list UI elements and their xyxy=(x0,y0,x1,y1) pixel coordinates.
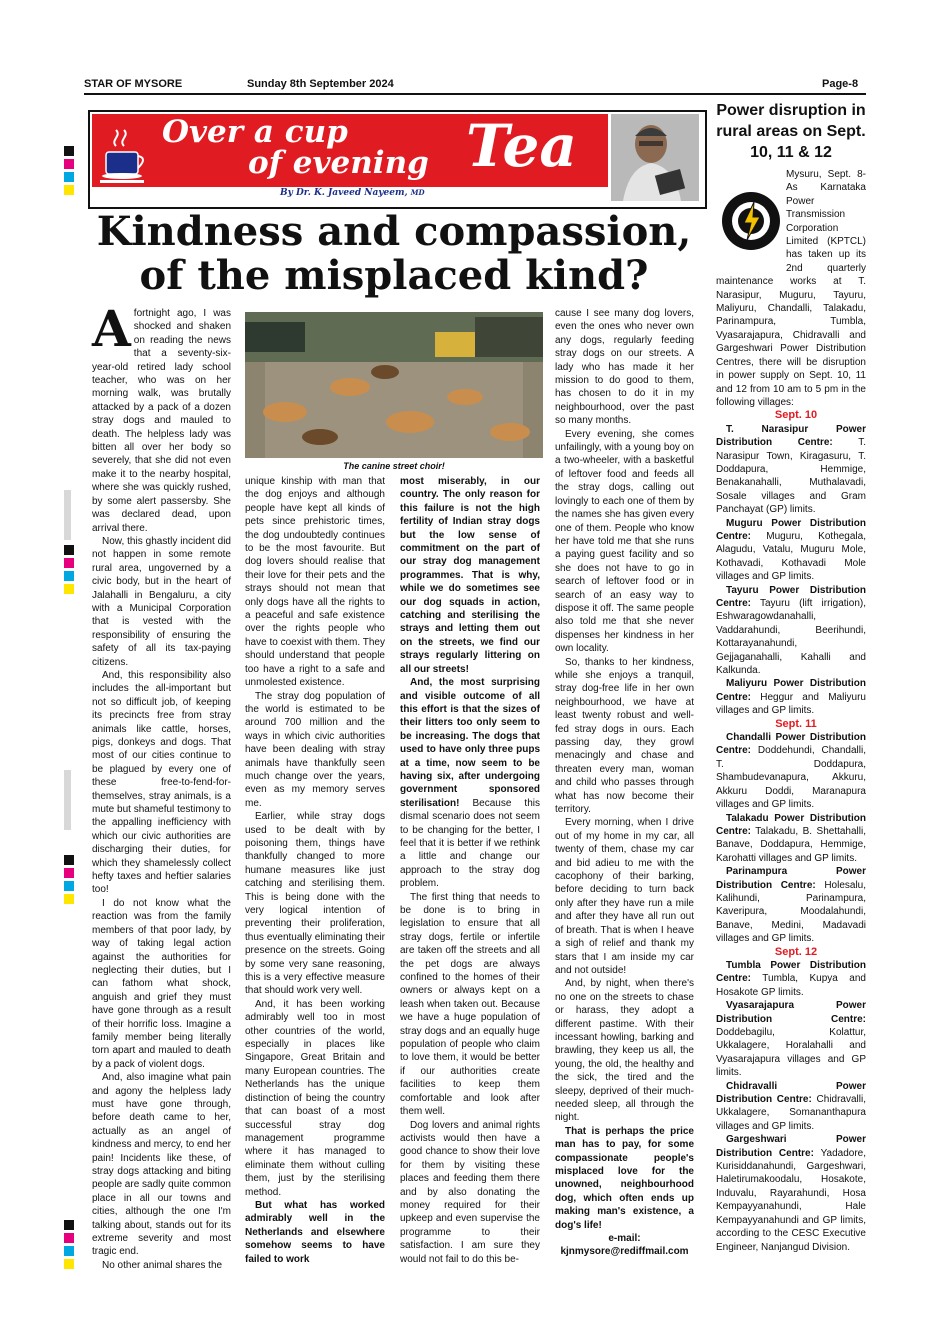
entry-text: T. Narasipur Town, Kiragasuru, T. Doddapura, Hemmige, Benakanahalli, Muthalavadi, Sosale villages and Gram Panchayat (GP) limits. xyxy=(716,437,866,516)
byline-suffix: MD xyxy=(410,188,425,197)
paragraph: unique kinship with man that the dog enjoys and although people have kept all kinds of pets since prehistoric times, the dog undoubtedly continues to be the most favourite. But dog lovers should realise that their love for their pets and the strays should not mean that only dogs have all the rights to a peaceful and safe existence over the rights people who have to coexist with them. They should understand that people too have a right to a safe and unmolested existence. xyxy=(245,476,385,689)
date-heading: Sept. 11 xyxy=(775,717,817,730)
logo-spacer xyxy=(716,168,786,266)
entry-text: Chidravalli, Ukkalagere, Somananthapura villages and GP limits. xyxy=(716,1094,866,1132)
paragraph: Dog lovers and animal rights activists would then have a good chance to show their love for them by visiting these places and feeding them there and by also donating the money required for their upkeep and even supervise the programme to their satisfaction. I am sure they would not fail to do this be- xyxy=(400,1119,540,1265)
issue-date: Sunday 8th September 2024 xyxy=(247,78,394,90)
dogs-photo xyxy=(245,312,543,458)
author-photo xyxy=(611,114,699,201)
article-headline-line2: of the misplaced kind? xyxy=(139,252,649,299)
entry-title: T. Narasipur Power Distribution Centre: xyxy=(716,423,866,449)
entry-title: Chidravalli Power Distribution Centre: xyxy=(716,1080,866,1106)
email-label: e-mail: xyxy=(608,1233,641,1245)
paragraph: I do not know what the reaction was from the family members of that poor lady, by way of taking legal action against the authorities for neglecting their duties, but I can fathom what shock, anguish and grief they must have gone through as a result of their horrific loss. Imagine a family member being literally torn apart and mauled to death by a pack of violent dogs. xyxy=(92,897,231,1070)
paragraph: The first thing that needs to be done is to bring in legislation to ensure that all stray dogs, fertile or infertile are taken off the streets and all the pet dogs are always confined to the homes of their owners or always kept on a leash when taken out. Because we have a huge population of stray dogs and an equally huge population of people who claim to love them, it would be better if our authorities create facilities to keep them comfortable and look after them well. xyxy=(400,891,540,1118)
entry-title: Vyasarajapura Power Distribution Centre: xyxy=(716,1000,866,1025)
entry xyxy=(716,812,866,866)
date-heading: Sept. 10 xyxy=(774,409,818,422)
entry xyxy=(716,731,866,811)
email-link[interactable]: kjnmysore@rediffmail.com xyxy=(560,1246,689,1258)
sidebar-body xyxy=(716,168,866,1263)
article-column-3 xyxy=(400,475,540,1265)
entry xyxy=(716,423,866,517)
entry-title: Chandalli Power Distribution Centre: xyxy=(716,732,866,757)
bold-span: And, the most surprising and visible outcome of all this effort is that the sizes of their litters too only seem to be increasing. The dogs that used to have only three pups at a time, now seem to be having six, after undergoing government sponsored sterilisation! xyxy=(400,677,540,809)
entry xyxy=(716,677,866,717)
drop-cap: A xyxy=(92,299,131,358)
paragraph: fortnight ago, I was shocked and shaken on reading the news that a seventy-six-year-old retired lady school teacher, who was on her morning walk, was brutally attacked by a pack of a dozen stray dogs and mauled to death. The helpless lady was bitten all over her body so severely, that she did not even make it to the nearby hospital, where she was quickly rushed, by some alert passersby. She was declared dead, upon arrival there. xyxy=(92,308,231,534)
entry xyxy=(716,959,866,999)
paragraph: But what has worked admirably well in the Netherlands and elsewhere somehow seems to have failed to work xyxy=(245,1199,385,1265)
banner-tea: Tea xyxy=(466,112,577,180)
sidebar-intro: Mysuru, Sept. 8- As Karnataka Power Transmission Corporation Limited (KPTCL) has taken up its 2nd quarterly maintenance works at T. Narasipur, Muguru, Tayuru, Maliyuru, Chandalli, Talakadu, Parinampura, Tumbla, Vyasarajapura, Chidravalli and Gargeshwari Power Distribution Centres, there will be disruption in power supply on Sept. 10, 11 and 12 from 10 am to 5 pm in the following villages: xyxy=(716,169,866,408)
paragraph: Now, this ghastly incident did not happen in some remote rural area, ungoverned by a civic body, but in the heart of Jalahalli in Bengaluru, a city with a Municipal Corporation that is vested with the responsibility of ensuring the safety of all its tax-paying citizens. xyxy=(92,535,231,668)
paragraph: And, by night, when there's no one on the streets to chase or harass, they adopt a different pastime. With their incessant howling, barking and brawling, they keep us all, the young, the old, the healthy and the sick, the tired and the sleepy, deprived of their much-needed sleep, all through the night. xyxy=(555,978,694,1124)
entry-text: Doddehundi, Chandalli, T. Doddapura, Shambudevanapura, Akkuru, Akkuru Doddi, Maranapura villages and GP limits. xyxy=(716,745,866,811)
entry-title: Tayuru Power Distribution Centre: xyxy=(716,584,866,609)
paragraph: Every evening, she comes unfailingly, with a young boy on a two-wheeler, with a basketful of leftover food and feeds all the stray dogs, calling out lovingly to each one of them by the names she has given every one of them. People who know her have told me that she runs a paying guest facility and so she does not have to go in search of leftover food or in search of an easy way to dispose it off. The same people also told me that she never dispenses her kindness in her own locality. xyxy=(555,428,694,655)
photo-caption: The canine street choir! xyxy=(343,461,445,471)
article-column-1 xyxy=(92,299,231,1271)
entry-text: Doddebagilu, Kolattur, Ukkalagere, Horalahalli and Vyasarajapura villages and GP limits. xyxy=(716,1027,866,1079)
entry-text: Talakadu, B. Shettahalli, Banave, Doddapura, Hemmige, Karohatti villages and GP limits. xyxy=(716,825,866,864)
tea-cup-icon xyxy=(98,128,154,188)
entry-title: Muguru Power Distribution Centre: xyxy=(716,517,866,542)
entry-text: Tayuru (lift irrigation), Eshwaragowdanahalli, Vaddarahundi, Beerihundi, Kottarayanahundi, Gejjaganahalli, Kahalli and Kalkunda. xyxy=(716,598,866,677)
page-number: Page-8 xyxy=(822,78,859,90)
paragraph: cause I see many dog lovers, even the ones who never own any dogs, regularly feeding stray dogs on our streets. A lady who has made it her mission to do good to them, has chosen to do it in my neighbourhood, over the past so many months. xyxy=(555,308,694,427)
paragraph: And, it has been working admirably well too in most other countries of the world, especially in places like Singapore, Great Britain and many European countries. The Netherlands has the unique distinction of being the country that can boast of a most successful stray dog management programme where it has managed to eliminate them without culling them, just by the sterilising method. xyxy=(245,998,385,1198)
banner-underline xyxy=(92,184,608,187)
entry-text: Tumbla, Kupya and Hosakote GP limits. xyxy=(716,973,866,998)
banner-byline xyxy=(280,188,425,198)
paragraph: Earlier, while stray dogs used to be dealt with by poisoning them, things have thankfully changed to more humane measures like just catching and sterilising them. This is being done with the very logical intention of preventing their proliferation, thus eventually eliminating their presence on the streets. Going by some very sane reasoning, this is a very effective measure that should work very well. xyxy=(245,811,385,997)
entry-title: Maliyuru Power Distribution Centre: xyxy=(716,678,866,703)
entry-text: Holesalu, Kalihundi, Parinampura, Kaveripura, Moodalahundi, Banave, Medini, Madavadi villages and GP limits. xyxy=(716,879,867,945)
banner-line1: Over a cup xyxy=(162,114,348,150)
paragraph: The stray dog population of the world is estimated to be around 700 million and the ways in which civic authorities have been dealing with stray animals have thankfully seen much change over the years, even as my memory serves me. xyxy=(245,690,385,809)
entry-title: Parinampura Power Distribution Centre: xyxy=(716,866,866,891)
entry xyxy=(716,1133,866,1254)
paragraph: That is perhaps the price man has to pay, for some compassionate people's misplaced love for the unowned, neighbourhood dog, which often ends up making man's existence, a dog's life! xyxy=(555,1125,694,1231)
paragraph xyxy=(400,676,540,891)
paragraph: Every morning, when I drive out of my home in my car, all twenty of them, chase my car and bid adieu to me with the cacophony of their barking, before deciding to turn back only after they have run a mile and after they have all run out of breath. That is when I heave a sigh of relief and thank my stars that I am inside my car and not outside! xyxy=(555,817,694,976)
article-headline-line1: Kindness and compassion, xyxy=(96,208,692,255)
byline-name: By Dr. K. Javeed Nayeem, xyxy=(280,188,408,198)
entry xyxy=(716,584,866,678)
entry xyxy=(716,1080,866,1134)
banner-line2: of evening xyxy=(248,145,429,181)
paper-name: STAR OF MYSORE xyxy=(84,78,183,90)
paragraph: most miserably, in our country. The only reason for this failure is not the high fertility of Indian stray dogs but the low sense of commitment on the part of our stray dog management programmes. That is why, while we do sometimes see our dog squads in action, catching and sterilising the strays and letting them out on the streets, we find our strays regularly littering on all our streets! xyxy=(400,476,540,675)
article-column-4 xyxy=(555,307,694,1258)
entry xyxy=(716,865,866,945)
paragraph: And, also imagine what pain and agony the helpless lady must have gone through, before death came to her, actually as an angel of kindness and mercy, to end her pain! Incidents like these, of stray dogs attacking and biting people are sadly quite common place in all our towns and cities, although the one I'm talking about, stands out for its extreme severity and most tragic end. xyxy=(92,1072,231,1258)
entry-text: Heggur and Maliyuru villages and GP limits. xyxy=(716,691,866,717)
entry-title: Talakadu Power Distribution Centre: xyxy=(716,812,866,837)
paragraph: So, thanks to her kindness, while she enjoys a tranquil, stray dog-free life in her own neighbourhood, we have at least twenty robust and well-fed stray dogs in ours. Each passing day, they growl menacingly and chase and threaten every man, woman and child who passes through what has now become their territory. xyxy=(555,656,694,816)
text-span: Because this dismal scenario does not seem to be changing for the better, I feel that it is better if we rethink a little and change our approach to the stray dog problem. xyxy=(400,797,540,890)
date-heading: Sept. 12 xyxy=(774,945,818,958)
paragraph: No other animal shares the xyxy=(102,1259,223,1271)
entry-text: Muguru, Kothegala, Alagudu, Vatalu, Muguru Mole, Kothavadi, Kothavadi Mole villages and GP limits. xyxy=(716,530,866,583)
entry-title: Gargeshwari Power Distribution Centre: xyxy=(716,1134,866,1159)
header-rule xyxy=(84,93,866,95)
entry-text: Yadadore, Kurisiddanahundi, Gargeshwari, Haletirumakoodalu, Hosakote, Induvalu, Rayarahundi, Hosa Kempayyanahundi, Hale Kempayyanahundi and GP limits, according to the CESC Executive Engineer, Nanjangud Division. xyxy=(716,1147,866,1253)
paragraph: And, this responsibility also includes the all-important but not so difficult job, of keeping its precincts free from stray animals like cattle, horses, pigs, donkeys and dogs. That most of our cities continue to be plagued by every one of these free-to-fend-for-themselves, stray animals, is a mute but shameful testimony to the appalling inefficiency with which our civic authorities are discharging their duties, for which they shamelessly collect hefty taxes and heftier salaries too! xyxy=(92,669,231,896)
entry xyxy=(716,999,866,1079)
article-column-2 xyxy=(245,475,385,1265)
sidebar-title: Power disruption in rural areas on Sept. 10, 11 & 12 xyxy=(716,102,866,161)
entry xyxy=(716,517,866,584)
entry-title: Tumbla Power Distribution Centre: xyxy=(716,959,866,985)
